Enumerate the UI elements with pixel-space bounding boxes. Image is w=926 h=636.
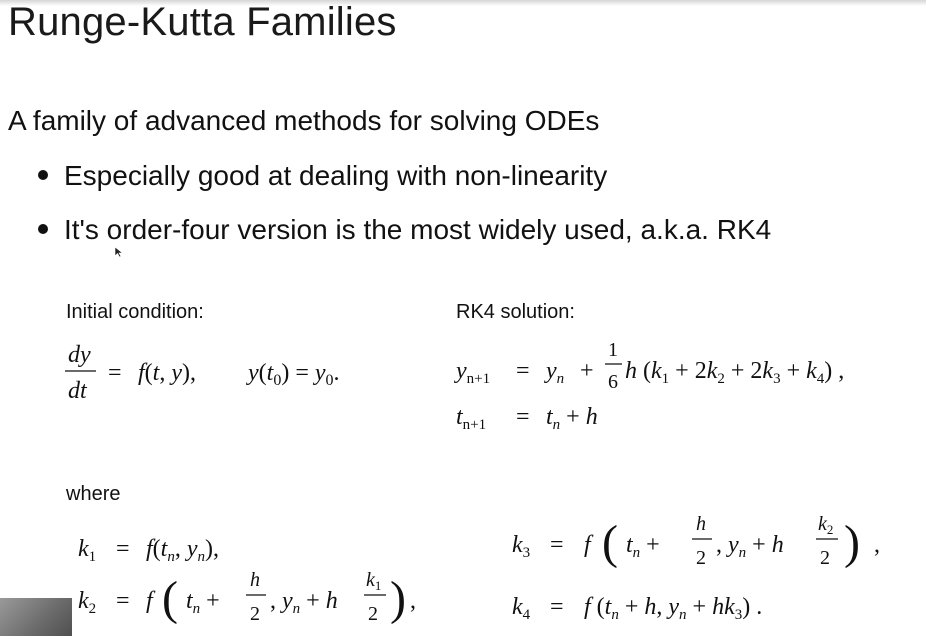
bullet-dot-icon	[38, 170, 48, 180]
rk4-t-equation	[452, 396, 692, 436]
svg-text:tn + h: $t_n + h$	[546, 404, 598, 433]
bullet-text-2: It's order-four version is the most widely used, a.k.a. RK4	[64, 214, 772, 245]
bullet-dot-icon	[38, 224, 48, 234]
svg-text:2: 2	[368, 603, 378, 625]
svg-text:=: =	[116, 588, 130, 614]
slide-title: Runge-Kutta Families	[8, 0, 397, 44]
svg-text:,: ,	[874, 532, 880, 558]
svg-text:=: =	[516, 404, 530, 430]
svg-text:f(tn, yn),: $f(t_n$, $y_n$),	[146, 536, 219, 565]
svg-text:h: h	[250, 569, 260, 591]
video-thumbnail	[0, 598, 72, 636]
svg-text:k4: $k_4$	[512, 594, 531, 623]
svg-text:yn+1: $y_{n+1}$	[456, 358, 491, 387]
svg-text:dt: dt	[68, 378, 87, 404]
where-label: where	[66, 483, 121, 505]
svg-text:2: 2	[820, 547, 830, 569]
k4-equation	[508, 586, 888, 626]
svg-text:dy: dy	[68, 342, 91, 368]
intro-text: A family of advanced methods for solving ODEs	[8, 105, 600, 136]
svg-text:,: ,	[410, 588, 416, 614]
svg-text:k1: $k_1$	[366, 569, 382, 593]
svg-text:): )	[390, 572, 406, 625]
initial-condition-label: Initial condition:	[66, 301, 204, 323]
svg-text:6: 6	[608, 371, 618, 393]
svg-text:, yn + h: , $y_n + h$	[716, 532, 784, 561]
k2-equation	[74, 566, 454, 636]
svg-text:y(t0) = y0.: $y(t_0) = y_0$.	[248, 360, 340, 389]
svg-text:yn: $y_n$	[546, 358, 565, 387]
svg-text:+: +	[580, 358, 594, 384]
svg-text:): )	[844, 516, 860, 569]
svg-text:tn +: $t_n$ +	[186, 588, 220, 617]
svg-text:(: (	[602, 516, 618, 569]
svg-text:tn +: $t_n$ +	[626, 532, 660, 561]
svg-text:=: =	[516, 358, 530, 384]
svg-text:f: f	[584, 532, 591, 558]
svg-text:=: =	[116, 536, 130, 562]
svg-text:=: =	[550, 594, 564, 620]
rk4-y-equation	[452, 334, 924, 396]
bullet-item-1	[38, 159, 607, 193]
bullet-item-2	[38, 213, 771, 247]
svg-text:k2: $k_2$	[78, 588, 97, 617]
k1-equation	[74, 530, 294, 566]
svg-text:f (tn + h, yn + hk3) .: f ($t_n + h$, $y_n + hk_3$) .	[584, 594, 763, 623]
svg-text:(: (	[162, 572, 178, 625]
bullet-text-1: Especially good at dealing with non-linearity	[64, 160, 608, 191]
svg-text:f(t, y),: f(t, y),	[138, 360, 196, 386]
svg-text:=: =	[550, 532, 564, 558]
ode-equation	[60, 338, 400, 408]
svg-text:h: h	[696, 513, 706, 535]
svg-text:k3: $k_3$	[512, 532, 531, 561]
svg-text:, yn + h: , $y_n + h$	[270, 588, 338, 617]
mouse-cursor-icon	[114, 246, 124, 258]
k3-equation	[508, 510, 908, 580]
svg-text:=: =	[108, 360, 122, 386]
svg-text:f: f	[146, 588, 153, 614]
svg-text:k1: $k_1$	[78, 536, 97, 565]
svg-text:2: 2	[250, 603, 260, 625]
svg-text:h (k1 + 2k2 + 2k3 + k4) ,: h $(k_1 + 2k_2 + 2k_3 + k_4)$ ,	[625, 358, 845, 387]
svg-text:2: 2	[696, 547, 706, 569]
svg-text:1: 1	[608, 339, 618, 361]
svg-text:tn+1: $t_{n+1}$	[456, 404, 487, 433]
svg-text:k2: $k_2$	[818, 513, 834, 537]
rk4-solution-label: RK4 solution:	[456, 301, 575, 323]
